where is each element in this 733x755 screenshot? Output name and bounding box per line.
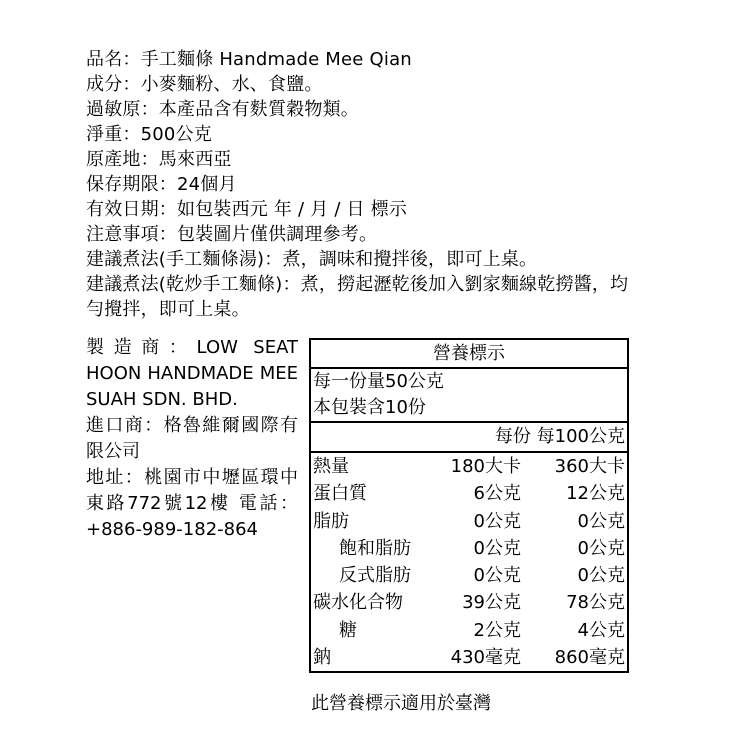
manufacturer-info — [86, 335, 298, 543]
per-100g-value: 360大卡 — [554, 456, 625, 477]
origin: 原產地：馬來西亞 — [86, 149, 232, 170]
per-100g-value: 78公克 — [566, 592, 625, 614]
per-serving-value: 180大卡 — [450, 456, 521, 477]
table-row — [311, 617, 627, 644]
expiry-date: 有效日期：如包裝西元 年 / 月 / 日 標示 — [86, 199, 408, 220]
cooking-method-soup: 建議煮法(手工麵條湯)：煮，調味和攪拌後，即可上桌。 — [86, 249, 538, 270]
table-row — [311, 453, 627, 480]
importer: 進口商：格魯維爾國際有限公司 — [86, 415, 298, 462]
shelf-life: 保存期限：24個月 — [86, 174, 237, 195]
nutrition-table — [309, 338, 629, 673]
cooking-method-dry: 建議煮法(乾炒手工麵條)：煮，撈起瀝乾後加入劉家麵線乾撈醬，均勻攪拌，即可上桌。 — [86, 274, 629, 320]
maker: 製造商：LOW SEAT HOON HANDMADE MEE SUAH SDN. BHD. — [86, 337, 298, 410]
per-serving-value: 0公克 — [473, 565, 521, 587]
table-row — [311, 480, 627, 507]
ingredients: 成分：小麥麵粉、水、食鹽。 — [86, 74, 323, 95]
column-header: 每份 每100公克 — [311, 423, 627, 453]
nutrient-rows — [311, 453, 627, 671]
per-serving-value: 39公克 — [462, 592, 521, 614]
nutrient-label: 蛋白質 — [313, 483, 367, 505]
net-weight: 淨重：500公克 — [86, 124, 212, 145]
per-100g-value: 0公克 — [577, 537, 625, 559]
serving-info — [311, 369, 627, 423]
per-serving-value: 0公克 — [473, 510, 521, 532]
per-serving-value: 6公克 — [473, 483, 521, 505]
per-100g-value: 0公克 — [577, 565, 625, 587]
per-serving-value: 2公克 — [473, 619, 521, 641]
table-row — [311, 535, 627, 562]
product-info — [86, 47, 646, 322]
product-name: 品名：手工麵條 Handmade Mee Qian — [86, 49, 412, 70]
nutrient-label: 糖 — [339, 619, 357, 641]
allergens: 過敏原：本產品含有麩質穀物類。 — [86, 99, 359, 120]
address-phone: 地址：桃園市中壢區環中東路772號12樓 電話：+886-989-182-864 — [86, 467, 298, 540]
nutrient-label: 鈉 — [313, 647, 331, 669]
per-100g-value: 4公克 — [577, 619, 625, 641]
nutrition-footnote: 此營養標示適用於臺灣 — [311, 693, 491, 714]
per-100g-value: 860毫克 — [554, 647, 625, 669]
table-row — [311, 562, 627, 589]
servings-per-package: 本包裝含10份 — [313, 397, 426, 418]
per-100g-value: 12公克 — [566, 483, 625, 505]
notice: 注意事項：包裝圖片僅供調理參考。 — [86, 224, 378, 245]
serving-size: 每一份量50公克 — [313, 371, 444, 392]
per-100g-value: 0公克 — [577, 510, 625, 532]
nutrient-label: 飽和脂肪 — [339, 537, 411, 559]
nutrient-label: 熱量 — [313, 456, 349, 477]
nutrient-label: 反式脂肪 — [339, 565, 411, 587]
table-row — [311, 644, 627, 671]
nutrition-title: 營養標示 — [311, 340, 627, 369]
per-serving-value: 0公克 — [473, 537, 521, 559]
per-serving-value: 430毫克 — [450, 647, 521, 669]
nutrient-label: 碳水化合物 — [313, 592, 403, 614]
table-row — [311, 508, 627, 535]
table-row — [311, 589, 627, 616]
nutrient-label: 脂肪 — [313, 510, 349, 532]
